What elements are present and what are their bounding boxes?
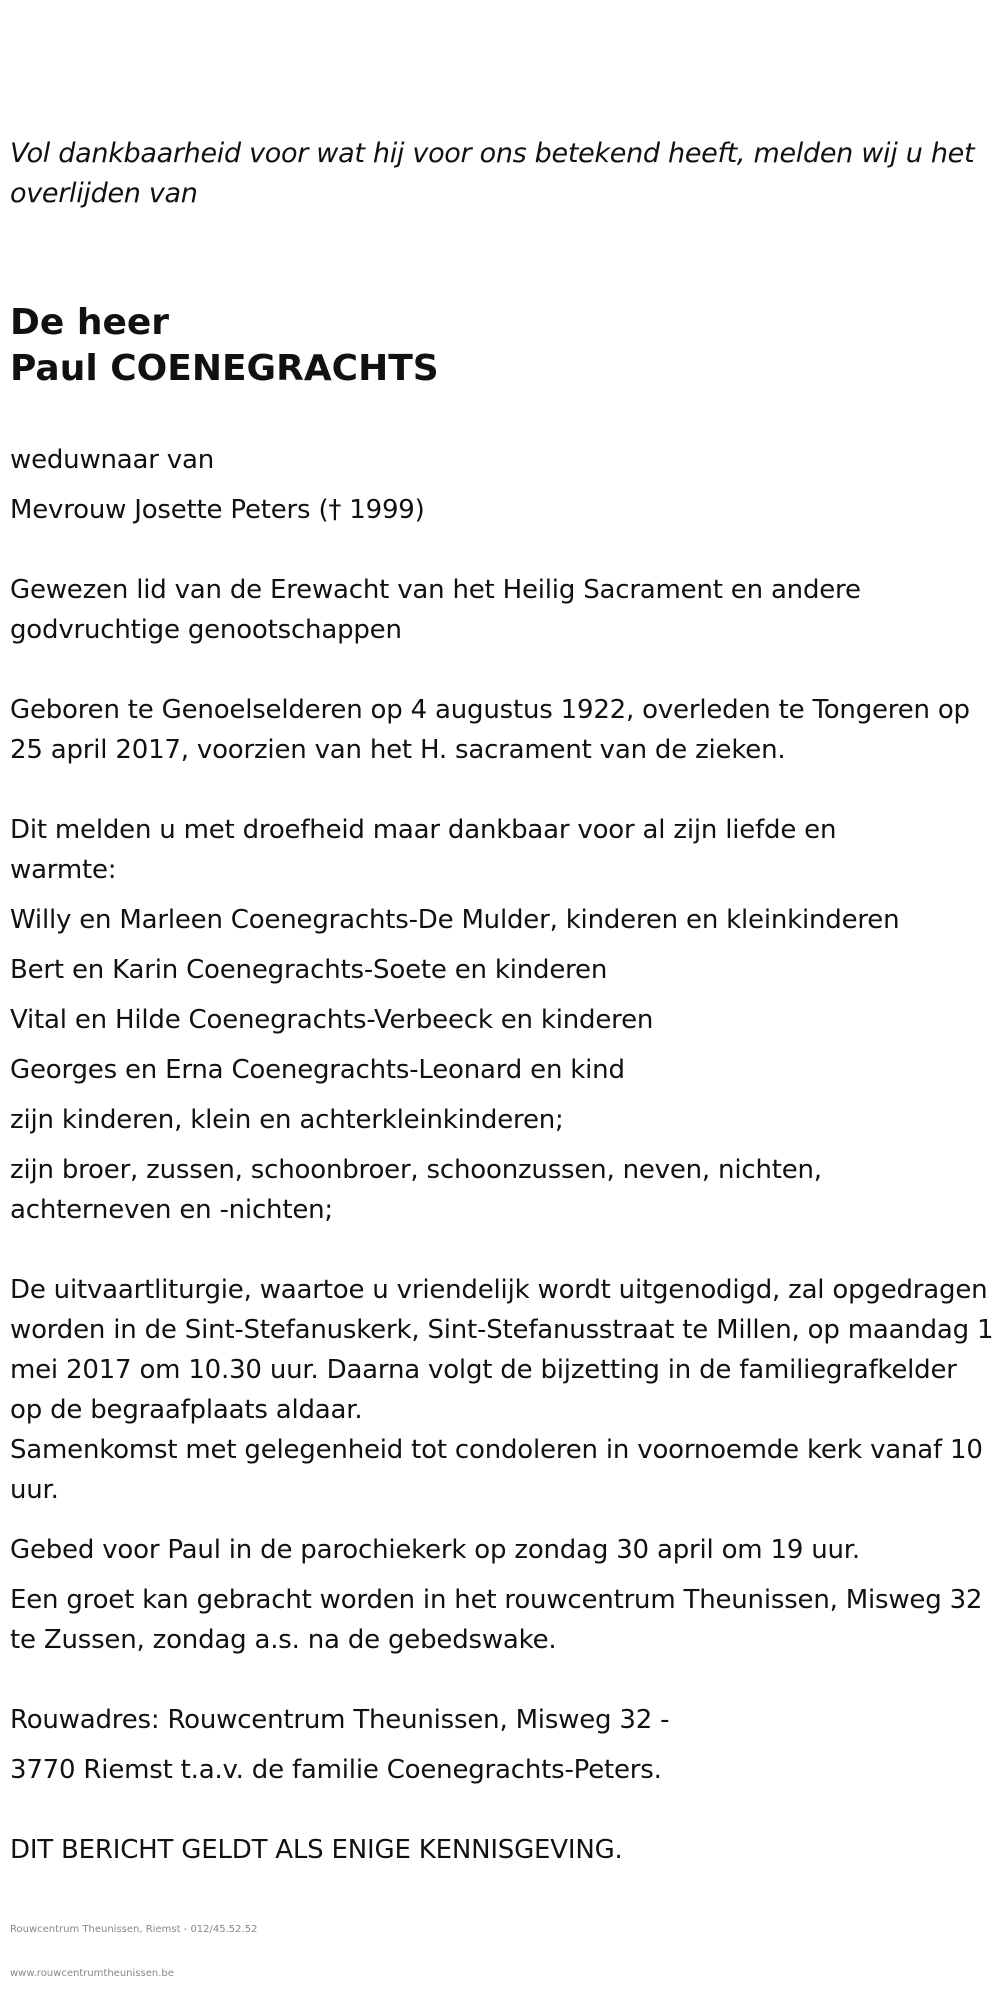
ceremony-text: De uitvaartliturgie, waartoe u vriendelijk wordt uitgenodigd, zal opgedragen worden in de Sint-Stefanuskerk, Sint-Stefanusstraat te Millen, op maandag 1 mei 2017 om 10.30 uur. Daarna volgt de bijzetting in de familiegrafkelder op de begraafplaats aldaar.: [10, 1275, 994, 1425]
address-line-2: 3770 Riemst t.a.v. de familie Coenegrachts-Peters.: [10, 1755, 662, 1785]
prayer-text: Gebed voor Paul in de parochiekerk op zondag 30 april om 19 uur.: [10, 1535, 860, 1565]
spouse-name: Mevrouw Josette Peters († 1999): [10, 495, 425, 525]
deceased-title: [10, 300, 439, 392]
family-member: Bert en Karin Coenegrachts-Soete en kinderen: [10, 955, 608, 985]
family-member: zijn kinderen, klein en achterkleinkinderen;: [10, 1105, 564, 1135]
family-member: Willy en Marleen Coenegrachts-De Mulder, kinderen en kleinkinderen: [10, 905, 900, 935]
family-member: Georges en Erna Coenegrachts-Leonard en kind: [10, 1055, 625, 1085]
widower-label: weduwnaar van: [10, 445, 215, 475]
family-member: zijn broer, zussen, schoonbroer, schoonzussen, neven, nichten, achterneven en -nichten;: [10, 1155, 822, 1225]
address-line-1: Rouwadres: Rouwcentrum Theunissen, Misweg 32 -: [10, 1705, 670, 1735]
notice-text: DIT BERICHT GELDT ALS ENIGE KENNISGEVING.: [10, 1835, 623, 1865]
condolences-text: Samenkomst met gelegenheid tot condoleren in voornoemde kerk vanaf 10 uur.: [10, 1435, 983, 1505]
title-honorific: De heer: [10, 302, 170, 343]
membership-text: Gewezen lid van de Erewacht van het Heilig Sacrament en andere godvruchtige genootschappen: [10, 575, 861, 645]
footer-website-link[interactable]: www.rouwcentrumtheunissen.be: [10, 1968, 174, 1979]
family-member: Vital en Hilde Coenegrachts-Verbeeck en kinderen: [10, 1005, 654, 1035]
announcement-text: Dit melden u met droefheid maar dankbaar voor al zijn liefde en warmte:: [10, 815, 837, 885]
deceased-name: Paul COENEGRACHTS: [10, 348, 439, 389]
footer-company: Rouwcentrum Theunissen, Riemst - 012/45.52.52: [10, 1924, 258, 1935]
intro-text: Vol dankbaarheid voor wat hij voor ons betekend heeft, melden wij u het overlijden van: [10, 138, 975, 209]
greeting-text: Een groet kan gebracht worden in het rouwcentrum Theunissen, Misweg 32 te Zussen, zondag a.s. na de gebedswake.: [10, 1585, 983, 1655]
birth-death-text: Geboren te Genoelselderen op 4 augustus 1922, overleden te Tongeren op 25 april 2017, voorzien van het H. sacrament van de zieken.: [10, 695, 970, 765]
